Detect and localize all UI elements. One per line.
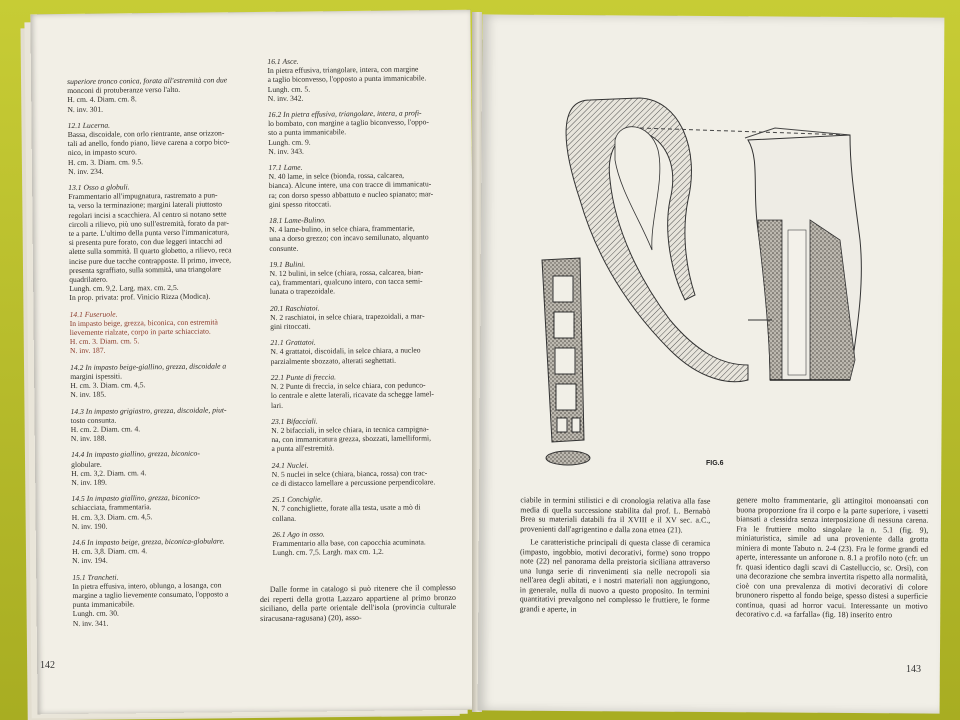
catalog-entry-line: lari. [270,400,284,410]
catalog-entry-line: punta immanicabile. [72,599,135,610]
catalog-entry-heading: 13.1 Osso a globuli. [68,182,130,193]
catalog-entry-line: margini ispessiti. [70,371,123,381]
catalog-entry-line: collana. [272,513,297,523]
catalog-entry-line: H. cm. 3. Diam. cm. 9.5. [67,156,144,167]
catalog-entry-line: te a parte. L'ultimo della punta verso l'immanicatura, [68,227,230,239]
catalog-entry [68,181,269,303]
catalog-entry-line: nico, in impasto scuro. [67,147,137,158]
catalog-entry-line: N. inv. 185. [70,389,107,400]
catalog-entry-line: N. 2 Punte di freccia, in selce chiara, con pedunco- [270,380,426,392]
catalog-entry-line: tosto consunta. [70,415,117,425]
catalog-entry [272,493,468,523]
catalog-entry-heading: 16.1 Asce. [267,56,299,67]
catalog-entry-line: H. cm. 3,2. Diam. cm. 4. [71,467,147,478]
catalog-entry [268,161,464,209]
catalog-entry-line: N. inv. 341. [72,618,109,628]
page-number-right: 143 [906,664,921,675]
catalog-entry-line: N. 7 conchigliette, forate alla testa, usate a mò di [272,502,421,514]
catalog-entry [272,528,468,558]
left-catalog-column-2 [267,55,468,564]
catalog-entry-line: lunata o trapezoidale. [269,286,336,297]
catalog-entry [272,458,468,488]
catalog-entry-line: H. cm. 3. Diam. cm. 4,5. [70,380,146,391]
right-prose-column-2 [736,495,929,624]
left-prose-paragraph [260,583,456,627]
catalog-entry-line: N. inv. 301. [67,104,104,114]
catalog-entry-line: ce di distacco lamellare a percussione perpendicolare. [271,477,436,488]
prose-paragraph: genere molto frammentarie, gli attingitoi monoansati con buona proporzione fra il corpo e la parte superiore, i vasetti biansati a clessidra senza interposizione di nessuna carena. Fra le fruttiere molto singolare la n. 5.1 (fig. 9), miniaturistica, simile ad una proveniente dalla grotta miniera di monte Tabuto n. 2-4 (23). Fra le forme grandi ed aperte, interessante un anforone n. 8.1 a profilo noto (cfr. un fr. quasi identico dagli scavi di Castelluccio, sc. Orsi), con una decorazione che sembra invertita rispetto alla normalità, cioè con una prevalenza di motivi decorativi di colore brunonero rispetto al fondo beige, spesso distesi a superficie continua, quasi ad horror vacui. Interessante un motivo decorativo c.d. «a farfalla» (fig. 18) inserito entro [735,495,929,620]
catalog-entry-line: N. 12 bulini, in selce (chiara, rossa, calcarea, bian- [269,267,424,279]
catalog-entry [271,415,467,454]
catalog-entry-line: sto a punta immanicabile. [268,127,347,138]
catalog-entry-heading: 24.1 Nuclei. [271,460,309,470]
catalog-entry-line: In pietra effusiva, intero, oblungo, a losanga, con [72,580,222,591]
catalog-entry-heading: 14.5 In impasto giallino, grezza, biconico- [71,492,201,504]
catalog-entry-line: N. inv. 188. [70,433,107,444]
catalog-entry-heading: 14.3 In impasto grigiastro, grezza, discoidale, piut- [70,404,227,416]
catalog-entry-heading: 17.1 Lame. [268,162,303,173]
catalog-entry-line: regolari incisi a scacchiera. Al centro si notano sette [68,209,227,220]
catalog-entry-line: Frammentario all'impugnatura, rastremato a pun- [68,190,218,202]
catalog-entry [72,570,273,627]
catalog-entry-heading: 21.1 Grattatoi. [270,337,316,348]
catalog-entry-line: quadrilatero. [69,274,108,285]
catalog-entry-heading: superiore tronco conica, forata all'estremità con due [67,75,228,87]
catalog-entry [71,492,271,531]
catalog-entry-line: si presenta pure forato, con due leggeri intacchi ad [68,236,223,248]
catalog-entry-line: In prop. privata: prof. Vinicio Rizza (Modica). [69,292,211,303]
bone-window-3 [555,348,575,374]
page-number-left: 142 [40,660,55,671]
catalog-entry-line: N. inv. 190. [71,521,108,531]
prose-paragraph: Le caratteristiche principali di questa classe di ceramica (impasto, ingobbio, motivi decorativi, forme) sono troppo note (22) nel panorama della preistoria siciliana attraverso una lunga serie di rinvenimenti sia nelle necropoli sia nell'area degli abitati, e i nostri materiali non aggiungono, in generale, nulla di nuovo a questo proposito. In termini quantitativi prevalgono nel complesso le fruttiere, le forme grandi e aperte, in [519,537,711,614]
catalog-entry-line: lievemente rialzate, corpo in parte schiacciato. [69,326,211,338]
catalog-entry [269,258,465,297]
catalog-entry [71,448,271,487]
catalog-entry-line: N. 4 lame-bulino, in selce chiara, frammentarie, [269,223,415,235]
catalog-entry-line: ra; con dorso spesso abbattuto e nucleo spianato; mar- [268,188,434,200]
catalog-entry-line: H. cm. 3,8. Diam. cm. 4. [72,546,148,557]
prose-paragraph: ciabile in termini stilistici e di cronologia relativa alla fase media di quella successione stabilita dal prof. L. Bernabò Brea su materiali databili fra il XVIII e il XV sec. a.C., provenienti dall'agrigentino e dalla zona etnea (21). [520,495,711,534]
catalog-entry-line: N. inv. 234. [68,166,104,176]
catalog-entry-line: margine a taglio lievemente consumato, l'opposto a [72,589,229,600]
catalog-entry-line: monconi di protuberanze verso l'alto. [67,85,181,96]
catalog-entry-line: tali ad anello, fondo piano, lieve carena a corpo bico- [67,137,230,149]
catalog-entry-line: Lungh. cm. 5. [267,84,311,94]
catalog-entry-line: lo centrale e alette laterali, ricavate da schegge lamel- [270,389,434,401]
catalog-entry-line: parzialmente sbozzato, alterati seghettati. [270,355,397,366]
catalog-entry-line: N. inv. 189. [71,477,107,487]
catalog-entry-line: Bassa, discoidale, con orlo rientrante, anse orizzon- [67,128,225,140]
catalog-entry [269,214,465,253]
bone-window-1 [553,276,573,302]
catalog-entry [271,371,467,410]
catalog-entry-line: N. inv. 343. [268,146,304,156]
catalog-entry-line: consunte. [269,243,299,253]
catalog-entry-line: N. 40 lame, in selce (bionda, rossa, calcarea, [268,170,405,182]
catalog-entry [71,404,271,443]
catalog-entry [268,108,464,156]
catalog-entry [67,75,267,114]
catalog-entry-heading: 14.6 In impasto beige, grezza, biconica-globulare. [71,536,225,547]
catalog-entry-heading: 16.2 In pietra effusiva, triangolare, intera, a profi- [267,108,422,120]
catalog-entry-heading: 22.1 Punte di freccia. [270,372,337,382]
catalog-entry-line: H. cm. 3. Diam. cm. 5. [69,336,140,347]
catalog-entry-line: presenta sgraffiato, sulla sommità, una triangolare [69,264,222,275]
catalog-entry-heading: 15.1 Trancheti. [72,572,119,582]
catalog-entry-line: Frammentario alla base, con capocchia acuminata. [272,537,426,548]
catalog-entry [270,302,466,332]
jug-decoration-band [788,230,806,375]
catalog-entry-line: a taglio biconvesso, l'opposto a punta immanicabile. [267,73,427,85]
catalog-entry-line: N. 2 raschiatoi, in selce chiara, trapezoidali, a mar- [270,311,425,322]
catalog-entry-line: na, con immanicatura grezza, sbozzati, lamelliformi, [271,433,432,445]
catalog-entry-line: lo bombato, con margine a taglio biconvesso, l'oppo- [268,117,429,129]
catalog-entry [70,308,270,356]
catalog-entry-heading: 14.1 Fuseruole. [69,309,118,319]
catalog-entry-line: ta, verso la terminazione; margini laterali piuttosto [68,199,223,211]
catalog-entry [267,55,463,103]
catalog-entry-line: a punta all'estremità. [271,443,335,454]
left-prose-text: Dalle forme in catalogo si può ritenere che il complesso dei reperti della grotta Lazzaro appartiene al primo bronzo siciliano, della parte orientale dell'isola (provincia culturale siracusana-ragusana) (20), asso- [259,582,457,623]
catalog-entry-line: incise pure due tacche contrapposte. Il primo, invece, [68,255,231,266]
catalog-entry-line: ca), frammentari, qualcuno intero, con tacca semi- [269,276,423,288]
catalog-entry-heading: 23.1 Bifacciali. [271,416,318,426]
catalog-entry-line: N. inv. 187. [69,346,106,356]
catalog-entry-heading: 25.1 Conchiglie. [271,494,323,505]
catalog-entry-line: H. cm. 2. Diam. cm. 4. [70,424,141,434]
catalog-entry-line: Lungh. cm. 7,5. Largh. max cm. 1,2. [272,546,384,558]
bone-window-4 [556,384,576,410]
catalog-entry-heading: 18.1 Lame-Bulino. [269,215,326,226]
catalog-entry-line: globulare. [71,459,102,469]
catalog-entry-line: bianca). Alcune intere, una con tracce di immanicatu- [268,179,432,191]
figure-label: FIG.6 [706,460,724,467]
catalog-entry-line: Lungh. cm. 30. [72,608,119,619]
catalog-entry [270,336,466,366]
catalog-entry-line: N. inv. 194. [72,556,108,566]
catalog-entry-line: gini ritoccati. [270,321,311,332]
bone-window-2 [554,312,574,338]
catalog-entry-line: In pietra effusiva, triangolare, intera, con margine [267,64,419,76]
catalog-entry-line: Lungh. cm. 9,2. Larg. max. cm. 2,5. [69,283,179,294]
catalog-entry-line: H. cm. 4. Diam. cm. 8. [67,94,137,105]
catalog-entry-line: alette sulla sommità. Il quarto globetto, a rilievo, reca [68,245,232,257]
catalog-entry-heading: 26.1 Ago in osso. [272,529,325,539]
catalog-entry [72,536,272,566]
left-catalog-column-1 [67,75,273,635]
catalog-entry-heading: 19.1 Bulini. [269,259,306,269]
catalog-entry-line: H. cm. 3,3. Diam. cm. 4,5. [71,511,153,522]
bone-window-5 [557,418,567,432]
jug-decoration-left [758,220,782,380]
bone-window-6 [572,418,580,432]
jug-handle [566,98,748,382]
catalog-entry-line: schiacciata, frammentaria. [71,502,152,513]
catalog-entry-heading: 14.2 In impasto beige-giallino, grezza, discoidale a [70,361,227,372]
catalog-entry-line: N. 4 grattatoi, discoidali, in selce chiara, a nucleo [270,345,421,357]
catalog-entry-line: N. 2 bifacciali, in selce chiara, in tecnica campigna- [271,424,429,435]
catalog-entry-heading: 20.1 Raschiatoi. [269,303,320,313]
catalog-entry-line: una a dorso grezzo; con incavo semilunato, alquanto [269,232,429,244]
right-prose-column-1 [520,495,711,618]
catalog-entry-line: In impasto beige, grezza, biconica, con estremità [69,317,218,328]
catalog-entry-heading: 12.1 Lucerna. [67,120,111,130]
catalog-entry-line: N. 5 nuclei in selce (chiara, bianca, rossa) con trac- [271,468,428,479]
catalog-entry-line: N. inv. 342. [267,93,304,103]
catalog-entry-heading: 14.4 In impasto giallino, grezza, biconico- [70,449,200,460]
catalog-entry-line: gini spesso ritoccati. [268,199,332,209]
catalog-entry-line: circoli a rilievo, più uno sull'estremità, forato da par- [68,218,229,229]
catalog-entry [68,119,269,176]
catalog-entry-line: Lungh. cm. 9. [268,137,311,147]
bone-section [546,451,590,465]
figure-6-drawing [520,80,910,490]
catalog-entry [70,361,270,400]
